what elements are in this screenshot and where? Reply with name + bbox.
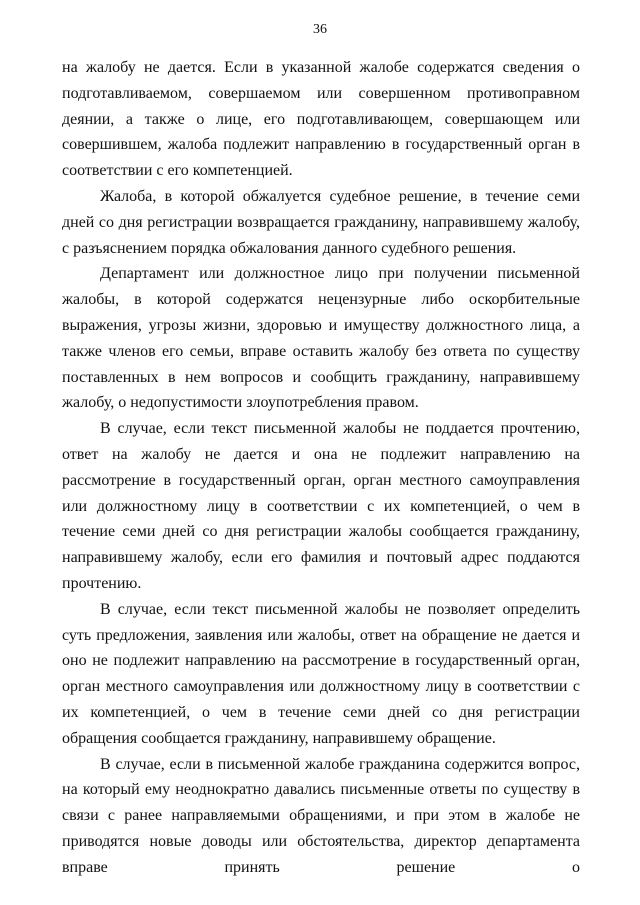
paragraph-continuation: на жалобу не дается. Если в указанной жалобе содержатся сведения о подготавливаемом, совершаемом или совершенном противоправном деянии, а также о лице, его подготавливающем, совершающем или совершившем, жалоба подлежит направлению в государственный орган в соответствии с его компетенцией. — [62, 59, 580, 180]
paragraph-repeated-question-complaint: В случае, если в письменной жалобе гражданина содержится вопрос, на который ему неоднократно давались письменные ответы по существу в связи с ранее направляемыми обращениями, и при этом в жалобе не приводятся новые доводы или обстоятельства, директор департамента вправе принять решение о — [62, 755, 580, 876]
page-number: 36 — [313, 22, 327, 37]
paragraph-unreadable-complaint: В случае, если текст письменной жалобы не поддается прочтению, ответ на жалобу не дается и она не подлежит направлению на рассмотрение в государственный орган, орган местного самоуправления или должностному лицу в соответствии с их компетенцией, о чем в течение семи дней со дня регистрации жалобы сообщается гражданину, направившему жалобу, если его фамилия и почтовый адрес поддаются прочтению. — [62, 420, 580, 592]
paragraph-offensive-language-complaint: Департамент или должностное лицо при получении письменной жалобы, в которой содержатся нецензурные либо оскорбительные выражения, угрозы жизни, здоровью и имуществу должностного лица, а также членов его семьи, вправе оставить жалобу без ответа по существу поставленных в нем вопросов и сообщить гражданину, направившему жалобу, о недопустимости злоупотребления правом. — [62, 265, 580, 412]
document-body — [62, 55, 580, 881]
paragraph-court-decision-complaint: Жалоба, в которой обжалуется судебное решение, в течение семи дней со дня регистрации возвращается гражданину, направившему жалобу, с разъяснением порядка обжалования данного судебного решения. — [62, 187, 580, 257]
paragraph-undefined-essence-complaint: В случае, если текст письменной жалобы не позволяет определить суть предложения, заявления или жалобы, ответ на обращение не дается и оно не подлежит направлению на рассмотрение в государственный орган, орган местного самоуправления или должностному лицу в соответствии с их компетенцией, о чем в течение семи дней со дня регистрации обращения сообщается гражданину, направившему обращение. — [62, 600, 580, 747]
